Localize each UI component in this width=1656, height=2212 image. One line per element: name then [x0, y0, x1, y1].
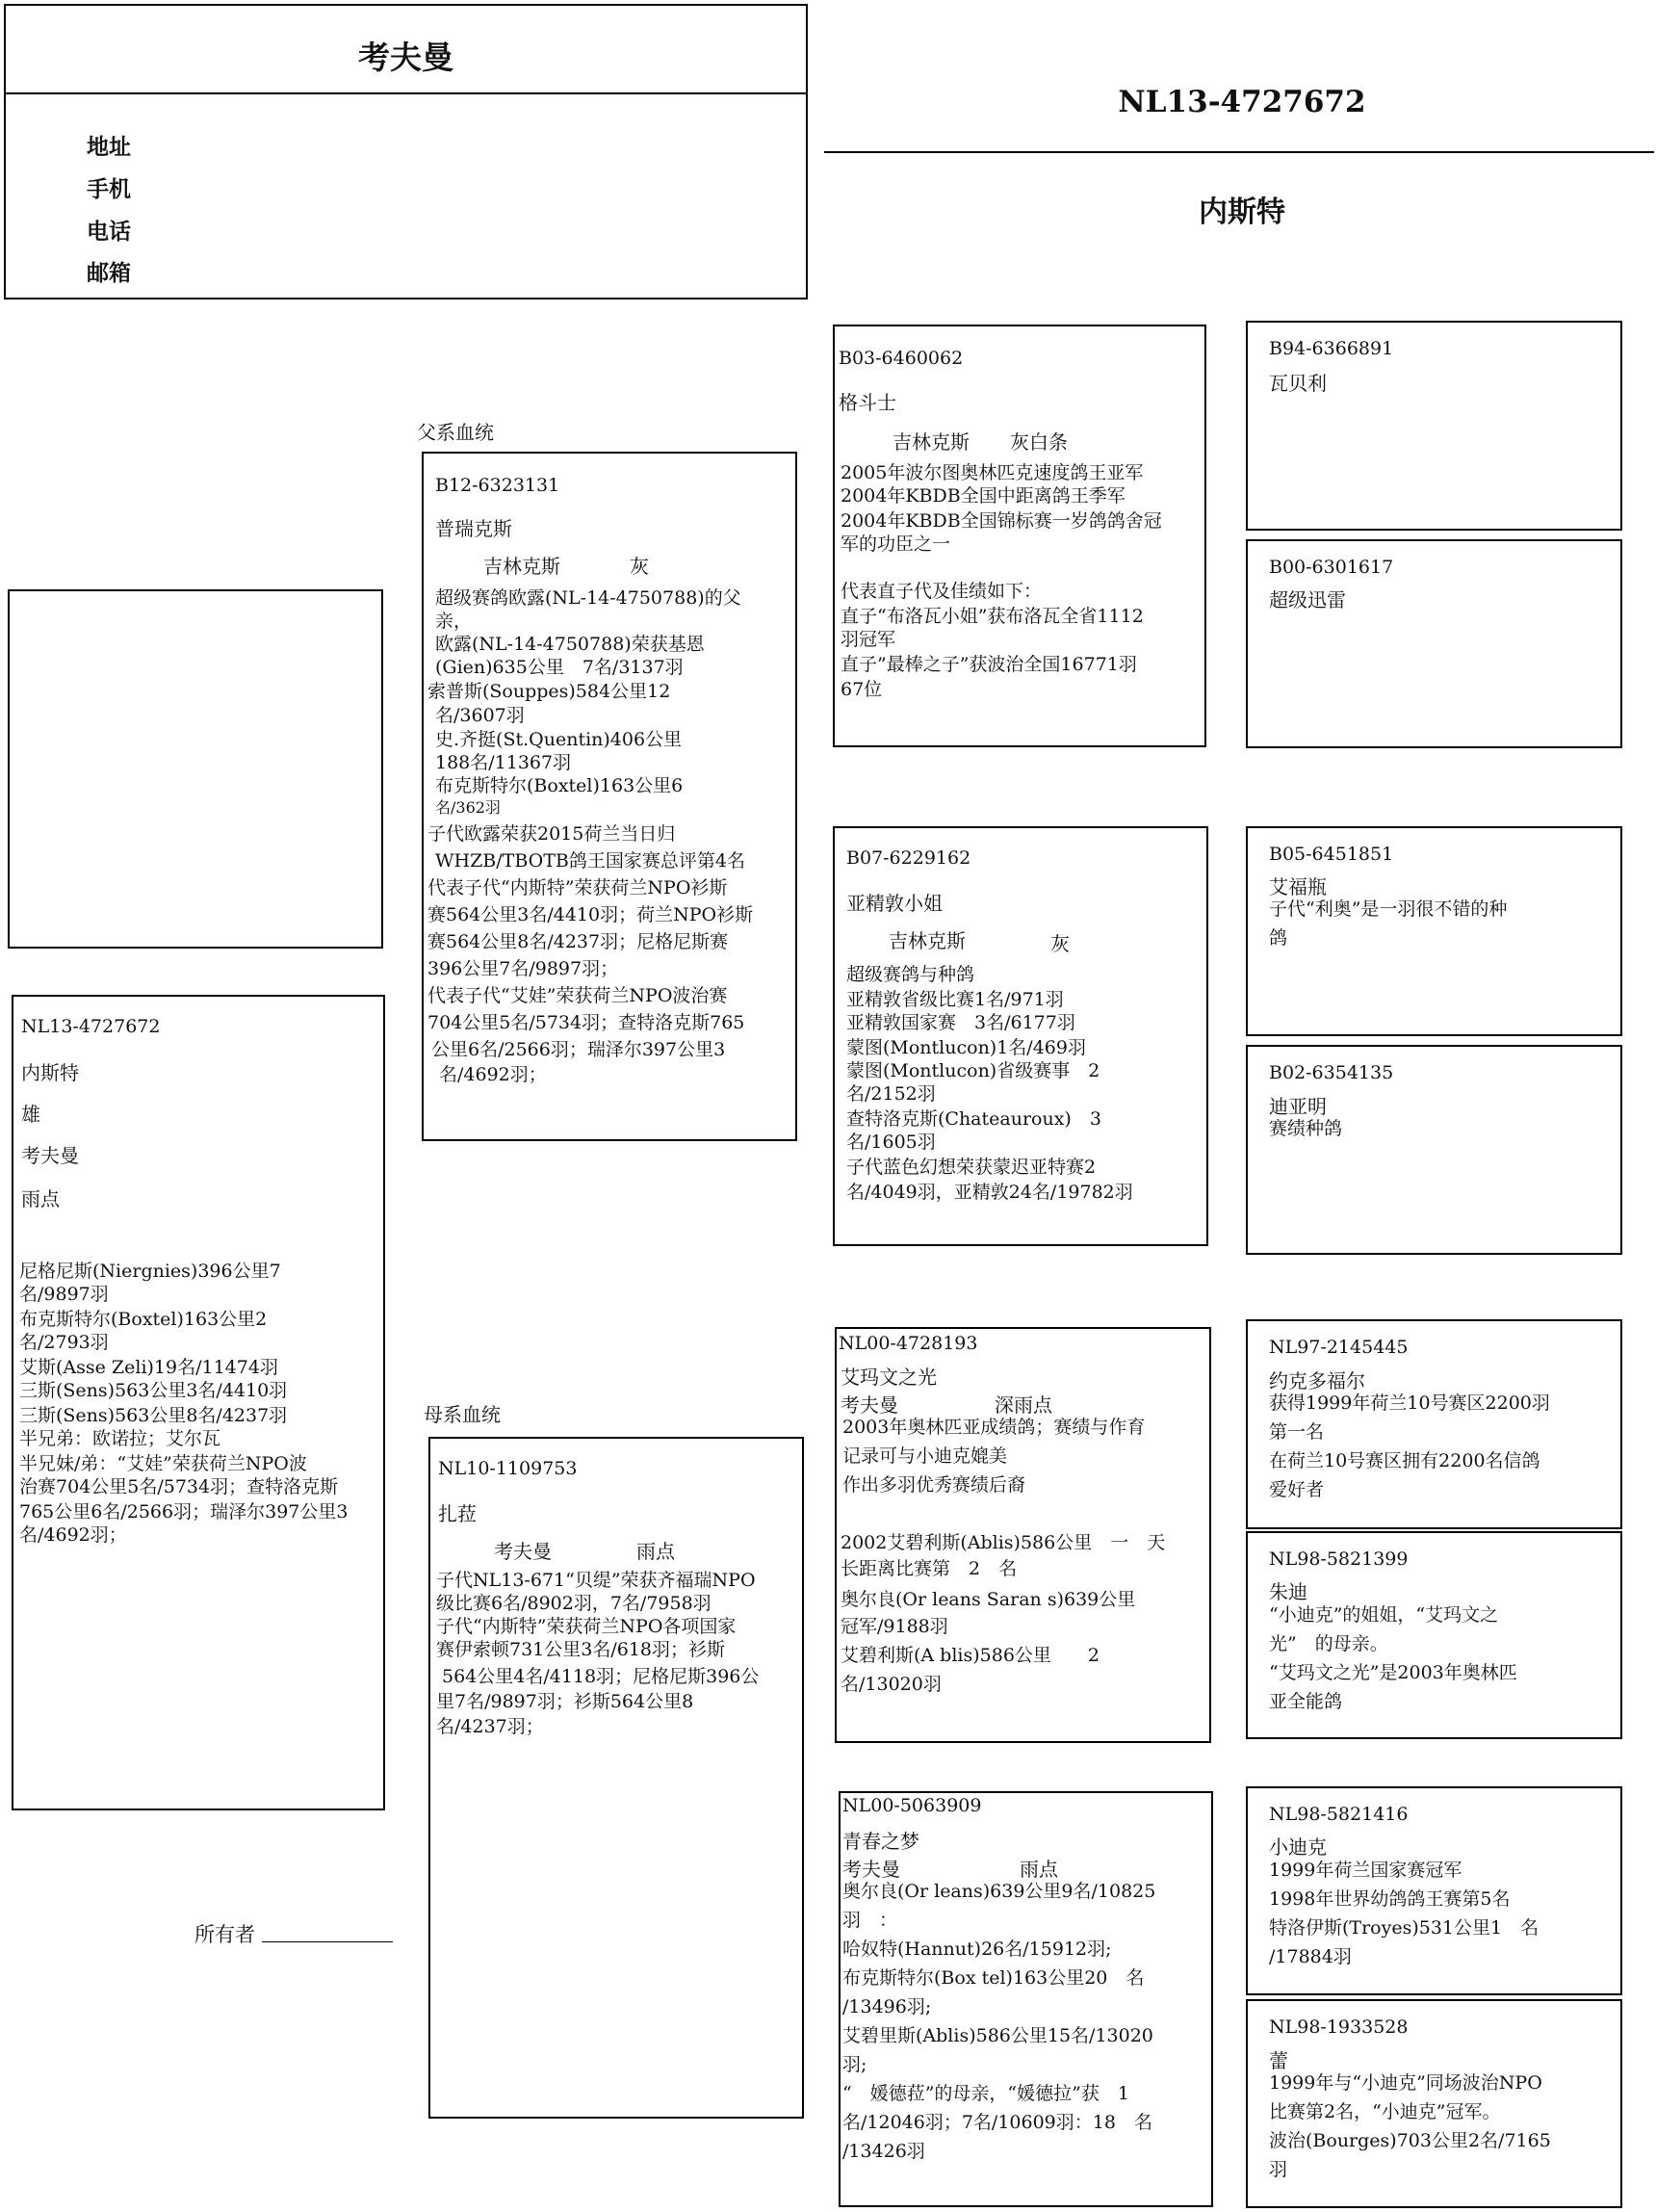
dd-sire-ring: NL98-5821416: [1269, 1804, 1409, 1825]
sire-note-line: 名/3607羽: [435, 705, 525, 726]
owner-signature-line: [262, 1941, 393, 1942]
ss-sire-box: [1246, 321, 1622, 531]
sire-note-line: (Gien)635公里 7名/3137羽: [435, 657, 684, 678]
sire-dam-note-line: 蒙图(Montlucon)1名/469羽: [846, 1037, 1086, 1058]
sire-note-line: 名/362羽: [435, 798, 501, 817]
dam-note-line: 名/4237羽；: [436, 1716, 544, 1737]
sd-sire-ring: B05-6451851: [1269, 844, 1394, 865]
ss-sire-name: 瓦贝利: [1269, 372, 1327, 395]
sire-dam-note-line: 名/1605羽: [846, 1132, 936, 1153]
sire-sire-offspring-line: 直子“布洛瓦小姐”获布洛瓦全省1112: [841, 606, 1144, 627]
ss-dam-name: 超级迅雷: [1269, 588, 1346, 612]
subject-result-line: 名/4692羽；: [19, 1524, 127, 1546]
sire-note-line: 396公里7名/9897羽；: [427, 958, 619, 979]
dam-breeder: 考夫曼: [494, 1540, 552, 1563]
dd-sire-box: [1246, 1786, 1622, 1995]
sire-name: 普瑞克斯: [435, 517, 512, 540]
dam-name: 扎菈: [438, 1502, 477, 1525]
ds-dam-box: [1246, 1531, 1622, 1739]
ds-dam-note-line: “小迪克”的姐姐，“艾玛文之: [1269, 1604, 1499, 1626]
dam-note-line: 564公里4名/4118羽；尼格尼斯396公: [442, 1666, 760, 1687]
ds-sire-ring: NL97-2145445: [1269, 1337, 1409, 1358]
sd-dam-note-line: 赛绩种鸽: [1269, 1118, 1343, 1139]
ds-dam-name: 朱迪: [1269, 1580, 1307, 1603]
subject-result-line: 三斯(Sens)563公里8名/4237羽: [19, 1405, 288, 1426]
dd-sire-name: 小迪克: [1269, 1835, 1327, 1859]
sire-line-label: 父系血统: [417, 421, 494, 444]
owner-phone-label: 电话: [87, 220, 131, 245]
dd-sire-note-line: 特洛伊斯(Troyes)531公里1 名: [1269, 1917, 1540, 1939]
sire-sire-box: [833, 325, 1206, 747]
sire-note-line: 188名/11367羽: [435, 752, 572, 773]
sire-note-line: 亲，: [435, 611, 473, 632]
subject-result-line: 布克斯特尔(Boxtel)163公里2: [19, 1309, 268, 1330]
subject-ring: NL13-4727672: [21, 1016, 161, 1037]
subject-result-line: 半兄妹/弟：“艾娃”荣获荷兰NPO波: [19, 1453, 307, 1474]
dd-sire-note-line: 1999年荷兰国家赛冠军: [1269, 1860, 1462, 1881]
sire-dam-note-line: 蒙图(Montlucon)省级赛事 2: [846, 1060, 1100, 1081]
ds-sire-box: [1246, 1319, 1622, 1529]
sire-sire-ring: B03-6460062: [839, 348, 964, 369]
sire-sire-note-line: 军的功臣之一: [841, 533, 951, 555]
dam-sire-result-line: 2002艾碧利斯(Ablis)586公里 一 天: [841, 1532, 1166, 1553]
sire-note-line: WHZB/TBOTB鸽王国家赛总评第4名: [435, 850, 745, 872]
dam-dam-color: 雨点: [1020, 1858, 1058, 1881]
sire-note-line: 欧露(NL-14-4750788)荣获基恩: [435, 634, 705, 655]
sd-dam-notes: [1269, 1120, 1342, 1149]
sire-note-line: 超级赛鸽欧露(NL-14-4750788)的父: [435, 587, 741, 609]
dam-sire-color: 深雨点: [995, 1393, 1052, 1417]
dam-dam-note-line: 名/12046羽；7名/10609羽：18 名: [842, 2112, 1152, 2133]
dam-dam-box: [839, 1791, 1213, 2207]
subject-results: [19, 1262, 348, 1551]
ds-sire-note-line: 第一名: [1269, 1421, 1325, 1443]
dam-sire-note-line: 记录可与小迪克媲美: [842, 1445, 1008, 1467]
sire-ring: B12-6323131: [435, 475, 560, 496]
sd-dam-ring: B02-6354135: [1269, 1062, 1394, 1083]
dam-note-line: 里7名/9897羽；衫斯564公里8: [436, 1691, 694, 1712]
dam-ring: NL10-1109753: [438, 1458, 578, 1479]
ds-sire-name: 约克多福尔: [1269, 1369, 1365, 1392]
sire-dam-note-line: 子代蓝色幻想荣获蒙迟亚特赛2: [846, 1157, 1097, 1178]
dam-color: 雨点: [636, 1540, 675, 1563]
sire-sire-notes: [841, 464, 1162, 559]
sire-sire-note-line: 2005年波尔图奥林匹克速度鸽王亚军: [841, 462, 1144, 483]
dam-dam-note-line: /13426羽: [842, 2141, 925, 2162]
subject-result-line: 名/2793羽: [19, 1332, 109, 1353]
header-ring-number: NL13-4727672: [1118, 85, 1366, 119]
sire-sire-note-line: 2004年KBDB全国锦标赛一岁鸽鸽舍冠: [841, 510, 1162, 532]
subject-result-line: 765公里6名/2566羽；瑞泽尔397公里3: [19, 1501, 349, 1522]
owner-name: 考夫曼: [358, 39, 453, 76]
sire-dam-note-line: 查特洛克斯(Chateauroux) 3: [846, 1108, 1101, 1130]
subject-name: 内斯特: [21, 1061, 79, 1084]
dd-dam-box: [1246, 1999, 1622, 2208]
dam-dam-notes: [842, 1883, 1155, 2172]
sd-sire-notes: [1269, 900, 1507, 958]
dam-notes: [436, 1572, 759, 1743]
dd-dam-note-line: 羽: [1269, 2159, 1288, 2180]
sd-dam-box: [1246, 1045, 1622, 1255]
sire-note-line: 赛564公里3名/4410羽；荷兰NPO衫斯: [427, 904, 754, 925]
sire-dam-note-line: 名/4049羽，亚精敦24名/19782羽: [846, 1182, 1133, 1203]
sire-notes: [427, 589, 753, 1091]
subject-result-line: 治赛704公里5名/5734羽；查特洛克斯: [19, 1476, 339, 1497]
sire-sire-offspring: [841, 583, 1144, 704]
sire-note-line: 704公里5名/5734羽；查特洛克斯765: [427, 1012, 745, 1033]
dd-dam-name: 蕾: [1269, 2049, 1288, 2072]
dd-dam-ring: NL98-1933528: [1269, 2017, 1409, 2038]
sire-sire-color: 灰白条: [1010, 430, 1068, 454]
dd-dam-notes: [1269, 2074, 1551, 2190]
sire-sire-note-line: 2004年KBDB全国中距离鸽王季军: [841, 485, 1126, 507]
sire-dam-box: [833, 826, 1208, 1246]
ds-sire-note-line: 在荷兰10号赛区拥有2200名信鸽: [1269, 1450, 1540, 1471]
subject-result-line: 三斯(Sens)563公里3名/4410羽: [19, 1380, 288, 1401]
owner-info-box: [4, 4, 808, 299]
sire-sire-strain: 吉林克斯: [893, 430, 970, 454]
dam-dam-note-line: /13496羽;: [842, 1996, 932, 2017]
dam-dam-note-line: 奥尔良(Or leans)639公里9名/10825: [842, 1881, 1156, 1902]
dam-box: [428, 1437, 804, 2119]
ss-dam-box: [1246, 539, 1622, 748]
subject-color: 雨点: [21, 1187, 60, 1210]
dam-sire-result-line: 艾碧利斯(A blis)586公里 2: [841, 1645, 1100, 1666]
dam-note-line: 子代“内斯特”荣获荷兰NPO各项国家: [436, 1616, 737, 1637]
subject-sex: 雄: [21, 1103, 40, 1126]
dam-dam-breeder: 考夫曼: [842, 1858, 900, 1881]
sire-dam-color: 灰: [1050, 932, 1070, 955]
sire-sire-offspring-line: 羽冠军: [841, 629, 896, 650]
ds-sire-note-line: 获得1999年荷兰10号赛区2200羽: [1269, 1392, 1550, 1414]
ds-dam-ring: NL98-5821399: [1269, 1548, 1409, 1570]
ds-dam-note-line: 亚全能鸽: [1269, 1691, 1343, 1712]
owner-mobile-label: 手机: [87, 177, 131, 202]
ss-sire-ring: B94-6366891: [1269, 338, 1394, 359]
dd-dam-note-line: 1999年与“小迪克”同场波治NPO: [1269, 2072, 1542, 2094]
dd-sire-note-line: /17884羽: [1269, 1946, 1352, 1967]
dam-dam-name: 青春之梦: [842, 1830, 919, 1853]
sire-dam-note-line: 名/2152羽: [846, 1083, 936, 1105]
ds-dam-notes: [1269, 1606, 1517, 1722]
sire-note-line: 赛564公里8名/4237羽；尼格尼斯赛: [427, 931, 729, 952]
dam-line-label: 母系血统: [424, 1403, 501, 1426]
dd-dam-note-line: 比赛第2名，“小迪克”冠军。: [1269, 2101, 1501, 2122]
owner-email-label: 邮箱: [87, 261, 131, 286]
sd-sire-name: 艾福瓶: [1269, 875, 1327, 898]
sd-dam-name: 迪亚明: [1269, 1095, 1327, 1118]
sire-dam-notes: [846, 966, 1133, 1207]
sire-note-line: 名/4692羽；: [439, 1064, 547, 1085]
sd-sire-note-line: 子代“利奥”是一羽很不错的种: [1269, 898, 1508, 920]
sire-note-line: 代表子代“内斯特”荣获荷兰NPO衫斯: [427, 877, 728, 898]
dd-sire-note-line: 1998年世界幼鸽鸽王赛第5名: [1269, 1888, 1511, 1910]
sire-note-line: 索普斯(Souppes)584公里12: [427, 681, 671, 702]
sd-sire-box: [1246, 826, 1622, 1036]
dd-sire-notes: [1269, 1861, 1539, 1977]
ds-dam-note-line: 光” 的母亲。: [1269, 1633, 1388, 1654]
sire-note-line: 代表子代“艾娃”荣获荷兰NPO波治赛: [427, 985, 728, 1006]
sire-box: [422, 452, 797, 1141]
sire-note-line: 布克斯特尔(Boxtel)163公里6: [435, 775, 684, 796]
sire-sire-offspring-line: 67位: [841, 679, 883, 700]
dam-sire-results: [841, 1534, 1165, 1703]
photo-placeholder: [8, 589, 383, 949]
sire-dam-note-line: 超级赛鸽与种鸽: [846, 964, 975, 985]
owner-address-label: 地址: [87, 135, 131, 160]
dam-sire-result-line: 冠军/9188羽: [841, 1616, 948, 1637]
sire-dam-name: 亚精敦小姐: [846, 892, 943, 915]
ds-sire-notes: [1269, 1394, 1550, 1510]
sire-sire-name: 格斗士: [839, 391, 896, 414]
sire-sire-offspring-line: 代表直子代及佳绩如下：: [841, 581, 1043, 602]
dam-note-line: 级比赛6名/8902羽，7名/7958羽: [436, 1593, 712, 1614]
ds-sire-note-line: 爱好者: [1269, 1479, 1325, 1500]
dd-dam-note-line: 波治(Bourges)703公里2名/7165: [1269, 2130, 1551, 2151]
dam-dam-note-line: 布克斯特尔(Box tel)163公里20 名: [842, 1967, 1145, 1989]
dam-sire-note-line: 2003年奥林匹亚成绩鸽；赛绩与作育: [842, 1417, 1146, 1438]
dam-sire-notes: [842, 1418, 1145, 1505]
dam-sire-ring: NL00-4728193: [839, 1333, 978, 1354]
sd-sire-note-line: 鸽: [1269, 927, 1288, 949]
owner-signature-label: 所有者: [194, 1923, 255, 1946]
header-pigeon-name: 内斯特: [1199, 195, 1285, 229]
sire-color: 灰: [630, 555, 649, 578]
subject-result-line: 半兄弟：欧诺拉；艾尔瓦: [19, 1428, 221, 1449]
dam-sire-breeder: 考夫曼: [841, 1393, 898, 1417]
dam-dam-note-line: 艾碧里斯(Ablis)586公里15名/13020: [842, 2025, 1153, 2046]
sire-note-line: 史.齐挺(St.Quentin)406公里: [435, 729, 683, 750]
dam-dam-note-line: 羽 ：: [842, 1910, 898, 1931]
sire-dam-ring: B07-6229162: [846, 847, 971, 869]
sire-sire-offspring-line: 直子”最棒之子”获波治全国16771羽: [841, 654, 1137, 675]
header-divider: [824, 151, 1654, 153]
dam-note-line: 赛伊索顿731公里3名/618羽；衫斯: [436, 1639, 726, 1660]
sire-dam-note-line: 亚精敦国家赛 3名/6177羽: [846, 1012, 1075, 1033]
subject-result-line: 艾斯(Asse Zeli)19名/11474羽: [19, 1357, 278, 1378]
ss-dam-ring: B00-6301617: [1269, 557, 1394, 578]
ds-dam-note-line: “艾玛文之光”是2003年奥林匹: [1269, 1662, 1517, 1683]
sire-note-line: 公里6名/2566羽；瑞泽尔397公里3: [431, 1039, 726, 1060]
subject-breeder: 考夫曼: [21, 1144, 79, 1167]
sire-dam-strain: 吉林克斯: [889, 929, 966, 952]
dam-sire-box: [835, 1327, 1211, 1743]
owner-divider: [6, 92, 806, 94]
dam-sire-result-line: 名/13020羽: [841, 1674, 942, 1695]
dam-dam-note-line: 羽;: [842, 2054, 867, 2075]
sire-dam-note-line: 亚精敦省级比赛1名/971羽: [846, 989, 1064, 1010]
dam-dam-ring: NL00-5063909: [842, 1795, 982, 1816]
subject-pigeon-box: [12, 995, 385, 1810]
dam-note-line: 子代NL13-671“贝缇”荣获齐福瑞NPO: [436, 1570, 756, 1591]
subject-result-line: 尼格尼斯(Niergnies)396公里7: [19, 1261, 281, 1282]
dam-dam-note-line: “ 媛德菈”的母亲，“媛德拉”获 1: [842, 2083, 1129, 2104]
dam-sire-name: 艾玛文之光: [841, 1366, 937, 1389]
subject-result-line: 名/9897羽: [19, 1284, 109, 1305]
dam-dam-note-line: 哈奴特(Hannut)26名/15912羽;: [842, 1939, 1112, 1960]
dam-sire-result-line: 奥尔良(Or leans Saran s)639公里: [841, 1589, 1136, 1610]
dam-sire-result-line: 长距离比赛第 2 名: [841, 1558, 1018, 1579]
sire-strain: 吉林克斯: [483, 555, 560, 578]
sire-note-line: 子代欧露荣获2015荷兰当日归: [427, 823, 676, 845]
dam-sire-note-line: 作出多羽优秀赛绩后裔: [842, 1474, 1026, 1496]
